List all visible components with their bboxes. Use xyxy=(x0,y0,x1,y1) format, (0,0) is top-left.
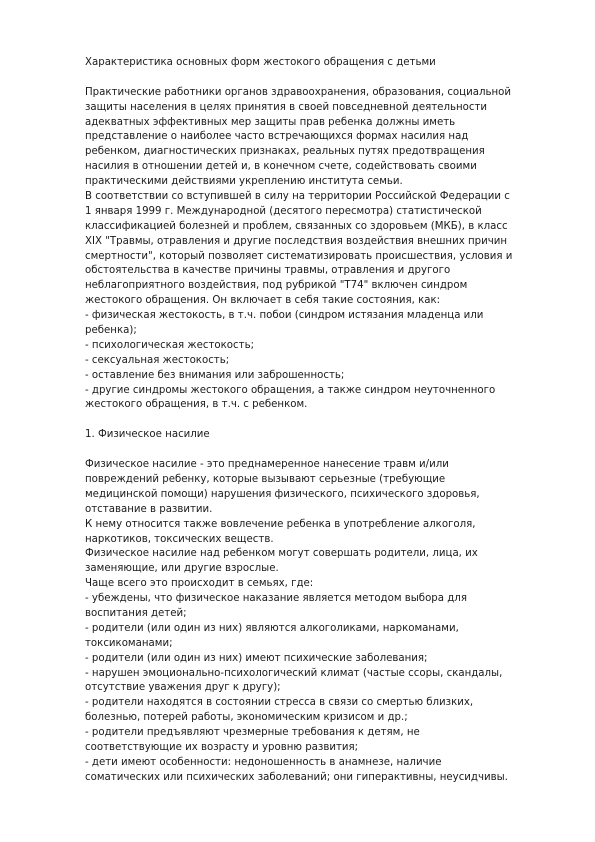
text-line: болезнью, потерей работы, экономическим кризисом и др.; xyxy=(85,712,408,724)
text-line: ребенка); xyxy=(85,325,137,337)
text-line: - дети имеют особенности: недоношенность в анамнезе, наличие xyxy=(85,756,442,768)
section-heading: 1. Физическое насилие xyxy=(85,429,210,441)
text-line: Практические работники органов здравоохранения, образования, социальной xyxy=(85,86,511,98)
text-line: жестокого обращения. Он включает в себя такие состояния, как: xyxy=(85,295,441,307)
text-line: Чаще всего это происходит в семьях, где: xyxy=(85,578,314,590)
text-line: - нарушен эмоционально-психологический климат (частые ссоры, скандалы, xyxy=(85,667,503,679)
text-line: ребенком, диагностических признаках, реальных путях предотвращения xyxy=(85,146,485,158)
text-line: 1 января 1999 г. Международной (десятого пересмотра) статистической xyxy=(85,205,482,217)
intro-paragraph xyxy=(85,86,580,414)
text-line: обстоятельства в качестве причины травмы, отравления и другого xyxy=(85,265,451,277)
text-line: Физическое насилие - это преднамеренное нанесение травм и/или xyxy=(85,459,449,471)
text-line: - физическая жестокость, в т.ч. побои (синдром истязания младенца или xyxy=(85,310,484,322)
text-line: - родители (или один из них) являются алкоголиками, наркоманами, xyxy=(85,622,459,634)
text-line: практическими действиями укреплению института семьи. xyxy=(85,176,403,188)
text-line: К нему относится также вовлечение ребенка в употребление алкоголя, xyxy=(85,518,476,530)
document-title: Характеристика основных форм жестокого обращения с детьми xyxy=(85,57,436,68)
text-line: воспитания детей; xyxy=(85,607,187,619)
text-line: токсикоманами; xyxy=(85,637,173,649)
text-line: повреждений ребенку, которые вызывают серьезные (требующие xyxy=(85,473,446,485)
text-line: - другие синдромы жестокого обращения, а также синдром неуточненного xyxy=(85,384,496,396)
text-line: насилия в отношении детей и, в конечном счете, содействовать своими xyxy=(85,161,477,173)
text-line: отставание в развитии. xyxy=(85,503,213,515)
paragraph-gap xyxy=(85,71,580,86)
text-line: XIX "Травмы, отравления и другие последствия воздействия внешних причин xyxy=(85,235,508,247)
text-line: соответствующие их возрасту и уровню развития; xyxy=(85,741,359,753)
text-line: представление о наиболее часто встречающихся формах насилия над xyxy=(85,131,469,143)
paragraph-gap xyxy=(85,413,580,428)
text-line: соматических или психических заболеваний; они гиперактивны, неусидчивы. xyxy=(85,771,508,783)
text-line: адекватных эффективных мер защиты прав ребенка должны иметь xyxy=(85,116,456,128)
document-page xyxy=(85,56,580,786)
text-line: защиты населения в целях принятия в своей повседневной деятельности xyxy=(85,101,488,113)
text-line: - родители находятся в состоянии стресса в связи со смертью близких, xyxy=(85,697,474,709)
text-line: - психологическая жестокость; xyxy=(85,339,254,351)
text-line: смертности", который позволяет систематизировать происшествия, условия и xyxy=(85,250,513,262)
text-line: заменяющие, или другие взрослые. xyxy=(85,563,279,575)
section-paragraph xyxy=(85,458,580,786)
text-line: - родители предъявляют чрезмерные требования к детям, не xyxy=(85,727,420,739)
text-line: - оставление без внимания или заброшенность; xyxy=(85,369,345,381)
text-line: отсутствие уважения друг к другу); xyxy=(85,682,281,694)
text-line: медицинской помощи) нарушения физического, психического здоровья, xyxy=(85,488,480,500)
text-line: - сексуальная жестокость; xyxy=(85,354,230,366)
text-line: классификацией болезней и проблем, связанных со здоровьем (МКБ), в класс xyxy=(85,220,508,232)
text-line: неблагоприятного воздействия, под рубрикой "T74" включен синдром xyxy=(85,280,468,292)
text-line: - родители (или один из них) имеют психические заболевания; xyxy=(85,652,428,664)
text-line: Физическое насилие над ребенком могут совершать родители, лица, их xyxy=(85,548,478,560)
text-line: жестокого обращения, в т.ч. с ребенком. xyxy=(85,399,308,411)
text-line: - убеждены, что физическое наказание является методом выбора для xyxy=(85,593,467,605)
text-line: В соответствии со вступившей в силу на территории Российской Федерации с xyxy=(85,191,510,203)
paragraph-gap xyxy=(85,443,580,458)
text-line: наркотиков, токсических веществ. xyxy=(85,533,274,545)
